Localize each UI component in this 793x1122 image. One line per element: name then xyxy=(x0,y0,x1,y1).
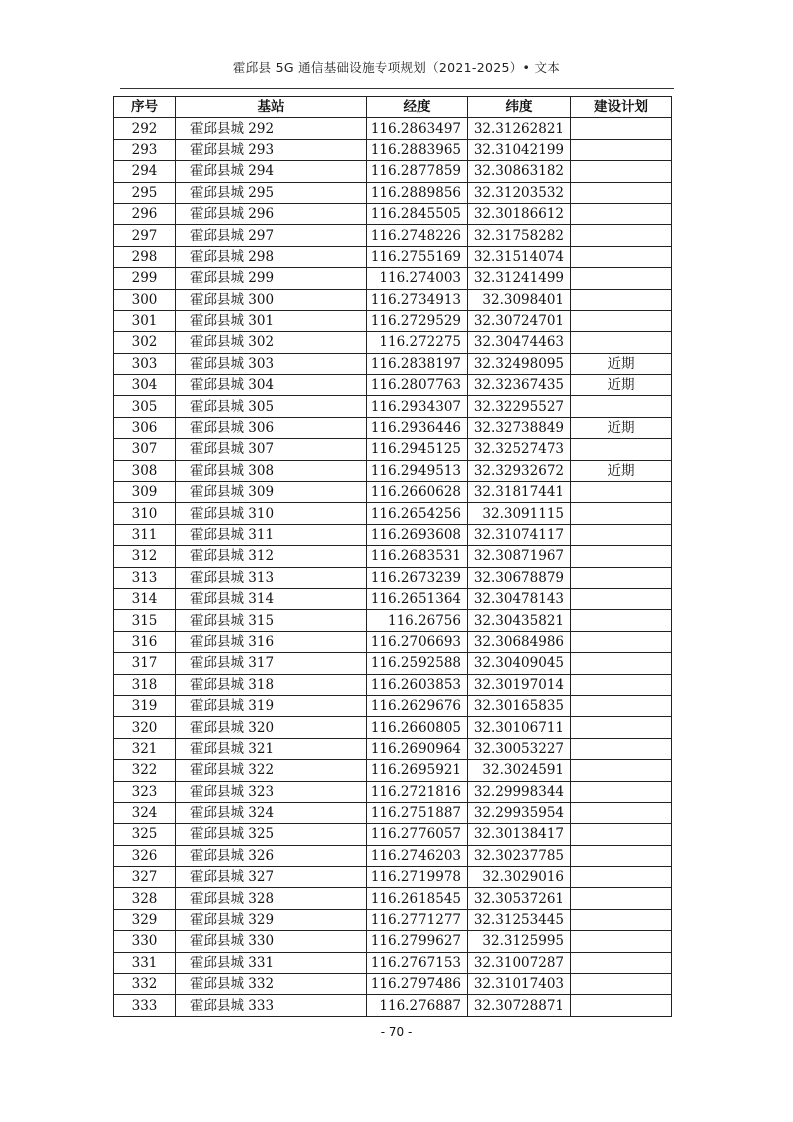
cell-latitude: 32.31042199 xyxy=(468,139,571,160)
cell-latitude: 32.30537261 xyxy=(468,888,571,909)
cell-seq: 312 xyxy=(114,546,176,567)
cell-plan xyxy=(571,588,672,609)
cell-seq: 327 xyxy=(114,867,176,888)
cell-longitude: 116.2693608 xyxy=(367,524,468,545)
cell-seq: 333 xyxy=(114,995,176,1016)
cell-seq: 293 xyxy=(114,139,176,160)
cell-longitude: 116.2660628 xyxy=(367,482,468,503)
table-row xyxy=(114,289,672,310)
page-header-title: 霍邱县 5G 通信基础设施专项规划（2021-2025）• 文本 xyxy=(232,60,561,75)
cell-seq: 309 xyxy=(114,482,176,503)
cell-plan xyxy=(571,674,672,695)
cell-plan xyxy=(571,909,672,930)
cell-latitude: 32.32295527 xyxy=(468,396,571,417)
cell-station: 霍邱县城 293 xyxy=(176,139,367,160)
cell-seq: 320 xyxy=(114,717,176,738)
cell-station: 霍邱县城 313 xyxy=(176,567,367,588)
cell-longitude: 116.2945125 xyxy=(367,439,468,460)
cell-plan xyxy=(571,781,672,802)
cell-latitude: 32.31253445 xyxy=(468,909,571,930)
cell-latitude: 32.30186612 xyxy=(468,203,571,224)
cell-seq: 326 xyxy=(114,845,176,866)
cell-longitude: 116.2934307 xyxy=(367,396,468,417)
cell-plan xyxy=(571,268,672,289)
cell-plan xyxy=(571,888,672,909)
cell-plan xyxy=(571,246,672,267)
cell-plan: 近期 xyxy=(571,417,672,438)
cell-longitude: 116.2776057 xyxy=(367,824,468,845)
cell-plan xyxy=(571,760,672,781)
cell-latitude: 32.30871967 xyxy=(468,546,571,567)
cell-station: 霍邱县城 295 xyxy=(176,182,367,203)
table-row xyxy=(114,738,672,759)
cell-station: 霍邱县城 297 xyxy=(176,225,367,246)
cell-latitude: 32.30197014 xyxy=(468,674,571,695)
cell-seq: 329 xyxy=(114,909,176,930)
cell-latitude: 32.31203532 xyxy=(468,182,571,203)
cell-plan xyxy=(571,225,672,246)
table-body xyxy=(114,118,672,1016)
cell-latitude: 32.30474463 xyxy=(468,332,571,353)
cell-latitude: 32.30728871 xyxy=(468,995,571,1016)
cell-plan xyxy=(571,695,672,716)
cell-longitude: 116.2807763 xyxy=(367,375,468,396)
cell-seq: 306 xyxy=(114,417,176,438)
cell-latitude: 32.31758282 xyxy=(468,225,571,246)
cell-latitude: 32.29998344 xyxy=(468,781,571,802)
cell-plan xyxy=(571,503,672,524)
table-row xyxy=(114,567,672,588)
table-row xyxy=(114,225,672,246)
table-row xyxy=(114,268,672,289)
table-row xyxy=(114,610,672,631)
cell-station: 霍邱县城 296 xyxy=(176,203,367,224)
cell-latitude: 32.31074117 xyxy=(468,524,571,545)
cell-longitude: 116.2883965 xyxy=(367,139,468,160)
cell-station: 霍邱县城 304 xyxy=(176,375,367,396)
cell-plan xyxy=(571,717,672,738)
cell-plan xyxy=(571,182,672,203)
cell-longitude: 116.272275 xyxy=(367,332,468,353)
cell-latitude: 32.32527473 xyxy=(468,439,571,460)
table-row xyxy=(114,182,672,203)
table-row xyxy=(114,867,672,888)
cell-latitude: 32.30165835 xyxy=(468,695,571,716)
cell-seq: 332 xyxy=(114,974,176,995)
cell-station: 霍邱县城 319 xyxy=(176,695,367,716)
cell-latitude: 32.3091115 xyxy=(468,503,571,524)
cell-latitude: 32.30138417 xyxy=(468,824,571,845)
cell-station: 霍邱县城 315 xyxy=(176,610,367,631)
cell-plan xyxy=(571,546,672,567)
cell-latitude: 32.30106711 xyxy=(468,717,571,738)
cell-longitude: 116.2683531 xyxy=(367,546,468,567)
cell-seq: 308 xyxy=(114,460,176,481)
table-row xyxy=(114,546,672,567)
cell-station: 霍邱县城 310 xyxy=(176,503,367,524)
cell-station: 霍邱县城 330 xyxy=(176,931,367,952)
cell-seq: 318 xyxy=(114,674,176,695)
base-station-table xyxy=(113,96,672,1017)
cell-station: 霍邱县城 317 xyxy=(176,653,367,674)
cell-seq: 304 xyxy=(114,375,176,396)
cell-longitude: 116.2797486 xyxy=(367,974,468,995)
table-row xyxy=(114,246,672,267)
cell-longitude: 116.2706693 xyxy=(367,631,468,652)
cell-longitude: 116.2592588 xyxy=(367,653,468,674)
cell-plan xyxy=(571,332,672,353)
cell-longitude: 116.2863497 xyxy=(367,118,468,139)
cell-longitude: 116.26756 xyxy=(367,610,468,631)
cell-longitude: 116.2719978 xyxy=(367,867,468,888)
cell-latitude: 32.31514074 xyxy=(468,246,571,267)
cell-seq: 292 xyxy=(114,118,176,139)
cell-seq: 316 xyxy=(114,631,176,652)
table-row xyxy=(114,310,672,331)
cell-plan xyxy=(571,439,672,460)
cell-seq: 307 xyxy=(114,439,176,460)
cell-plan xyxy=(571,567,672,588)
table-row xyxy=(114,824,672,845)
cell-station: 霍邱县城 306 xyxy=(176,417,367,438)
cell-longitude: 116.2660805 xyxy=(367,717,468,738)
cell-station: 霍邱县城 333 xyxy=(176,995,367,1016)
table-row xyxy=(114,460,672,481)
cell-plan xyxy=(571,631,672,652)
cell-seq: 301 xyxy=(114,310,176,331)
cell-plan xyxy=(571,867,672,888)
cell-longitude: 116.2755169 xyxy=(367,246,468,267)
cell-station: 霍邱县城 301 xyxy=(176,310,367,331)
cell-longitude: 116.276887 xyxy=(367,995,468,1016)
cell-longitude: 116.2838197 xyxy=(367,353,468,374)
cell-plan xyxy=(571,610,672,631)
cell-station: 霍邱县城 324 xyxy=(176,802,367,823)
cell-station: 霍邱县城 292 xyxy=(176,118,367,139)
cell-seq: 305 xyxy=(114,396,176,417)
table-row xyxy=(114,952,672,973)
cell-station: 霍邱县城 321 xyxy=(176,738,367,759)
cell-plan xyxy=(571,396,672,417)
table-row xyxy=(114,588,672,609)
cell-longitude: 116.2603853 xyxy=(367,674,468,695)
cell-station: 霍邱县城 320 xyxy=(176,717,367,738)
cell-seq: 319 xyxy=(114,695,176,716)
cell-longitude: 116.2751887 xyxy=(367,802,468,823)
cell-station: 霍邱县城 326 xyxy=(176,845,367,866)
cell-plan: 近期 xyxy=(571,460,672,481)
table-row xyxy=(114,353,672,374)
cell-seq: 328 xyxy=(114,888,176,909)
column-header-longitude: 经度 xyxy=(367,97,468,118)
cell-seq: 317 xyxy=(114,653,176,674)
table-row xyxy=(114,717,672,738)
cell-latitude: 32.3125995 xyxy=(468,931,571,952)
cell-plan xyxy=(571,310,672,331)
cell-plan xyxy=(571,653,672,674)
table-row xyxy=(114,760,672,781)
cell-longitude: 116.2877859 xyxy=(367,161,468,182)
cell-latitude: 32.30678879 xyxy=(468,567,571,588)
cell-seq: 299 xyxy=(114,268,176,289)
cell-latitude: 32.31262821 xyxy=(468,118,571,139)
page-number: - 70 - xyxy=(380,1025,413,1039)
cell-station: 霍邱县城 308 xyxy=(176,460,367,481)
cell-seq: 314 xyxy=(114,588,176,609)
cell-plan xyxy=(571,974,672,995)
cell-station: 霍邱县城 328 xyxy=(176,888,367,909)
cell-longitude: 116.274003 xyxy=(367,268,468,289)
cell-plan xyxy=(571,931,672,952)
cell-longitude: 116.2748226 xyxy=(367,225,468,246)
cell-latitude: 32.31241499 xyxy=(468,268,571,289)
header-divider xyxy=(120,88,674,89)
cell-longitude: 116.2936446 xyxy=(367,417,468,438)
cell-station: 霍邱县城 316 xyxy=(176,631,367,652)
cell-longitude: 116.2721816 xyxy=(367,781,468,802)
table-row xyxy=(114,332,672,353)
table-row xyxy=(114,653,672,674)
cell-latitude: 32.30684986 xyxy=(468,631,571,652)
cell-plan xyxy=(571,289,672,310)
cell-longitude: 116.2629676 xyxy=(367,695,468,716)
cell-latitude: 32.3098401 xyxy=(468,289,571,310)
cell-plan xyxy=(571,118,672,139)
cell-latitude: 32.29935954 xyxy=(468,802,571,823)
cell-latitude: 32.30863182 xyxy=(468,161,571,182)
cell-seq: 297 xyxy=(114,225,176,246)
cell-latitude: 32.3024591 xyxy=(468,760,571,781)
table-row xyxy=(114,161,672,182)
cell-plan xyxy=(571,995,672,1016)
column-header-latitude: 纬度 xyxy=(468,97,571,118)
cell-station: 霍邱县城 303 xyxy=(176,353,367,374)
table-row xyxy=(114,375,672,396)
cell-station: 霍邱县城 312 xyxy=(176,546,367,567)
table-row xyxy=(114,974,672,995)
table-row xyxy=(114,674,672,695)
table-row xyxy=(114,139,672,160)
cell-latitude: 32.32932672 xyxy=(468,460,571,481)
table-row xyxy=(114,931,672,952)
cell-seq: 303 xyxy=(114,353,176,374)
cell-longitude: 116.2845505 xyxy=(367,203,468,224)
cell-station: 霍邱县城 318 xyxy=(176,674,367,695)
cell-seq: 322 xyxy=(114,760,176,781)
cell-station: 霍邱县城 322 xyxy=(176,760,367,781)
cell-seq: 325 xyxy=(114,824,176,845)
cell-plan xyxy=(571,824,672,845)
cell-plan xyxy=(571,161,672,182)
column-header-station: 基站 xyxy=(176,97,367,118)
cell-station: 霍邱县城 311 xyxy=(176,524,367,545)
cell-seq: 321 xyxy=(114,738,176,759)
table-row xyxy=(114,482,672,503)
table-row xyxy=(114,524,672,545)
table-row xyxy=(114,802,672,823)
cell-plan xyxy=(571,139,672,160)
table-row xyxy=(114,995,672,1016)
cell-plan xyxy=(571,845,672,866)
table-row xyxy=(114,118,672,139)
cell-seq: 302 xyxy=(114,332,176,353)
cell-station: 霍邱县城 294 xyxy=(176,161,367,182)
cell-latitude: 32.32738849 xyxy=(468,417,571,438)
cell-longitude: 116.2690964 xyxy=(367,738,468,759)
cell-latitude: 32.30237785 xyxy=(468,845,571,866)
cell-station: 霍邱县城 309 xyxy=(176,482,367,503)
cell-longitude: 116.2734913 xyxy=(367,289,468,310)
cell-plan: 近期 xyxy=(571,375,672,396)
table-row xyxy=(114,439,672,460)
cell-longitude: 116.2651364 xyxy=(367,588,468,609)
cell-latitude: 32.31817441 xyxy=(468,482,571,503)
cell-seq: 313 xyxy=(114,567,176,588)
cell-latitude: 32.30724701 xyxy=(468,310,571,331)
cell-latitude: 32.30053227 xyxy=(468,738,571,759)
cell-longitude: 116.2746203 xyxy=(367,845,468,866)
cell-latitude: 32.32498095 xyxy=(468,353,571,374)
table-row xyxy=(114,695,672,716)
table-row xyxy=(114,503,672,524)
cell-seq: 324 xyxy=(114,802,176,823)
cell-seq: 315 xyxy=(114,610,176,631)
cell-seq: 323 xyxy=(114,781,176,802)
cell-latitude: 32.30478143 xyxy=(468,588,571,609)
table-row xyxy=(114,781,672,802)
cell-longitude: 116.2771277 xyxy=(367,909,468,930)
cell-station: 霍邱县城 298 xyxy=(176,246,367,267)
cell-latitude: 32.30409045 xyxy=(468,653,571,674)
table-row xyxy=(114,888,672,909)
cell-longitude: 116.2673239 xyxy=(367,567,468,588)
cell-seq: 310 xyxy=(114,503,176,524)
cell-station: 霍邱县城 329 xyxy=(176,909,367,930)
table-row xyxy=(114,417,672,438)
cell-station: 霍邱县城 323 xyxy=(176,781,367,802)
table-row xyxy=(114,845,672,866)
cell-latitude: 32.30435821 xyxy=(468,610,571,631)
cell-longitude: 116.2949513 xyxy=(367,460,468,481)
cell-plan xyxy=(571,802,672,823)
cell-plan xyxy=(571,524,672,545)
table-row xyxy=(114,396,672,417)
cell-seq: 296 xyxy=(114,203,176,224)
cell-seq: 330 xyxy=(114,931,176,952)
cell-latitude: 32.31007287 xyxy=(468,952,571,973)
cell-seq: 300 xyxy=(114,289,176,310)
cell-longitude: 116.2767153 xyxy=(367,952,468,973)
cell-station: 霍邱县城 314 xyxy=(176,588,367,609)
cell-longitude: 116.2729529 xyxy=(367,310,468,331)
cell-plan: 近期 xyxy=(571,353,672,374)
cell-station: 霍邱县城 299 xyxy=(176,268,367,289)
table-row xyxy=(114,203,672,224)
cell-longitude: 116.2618545 xyxy=(367,888,468,909)
table-row xyxy=(114,631,672,652)
cell-plan xyxy=(571,738,672,759)
column-header-seq: 序号 xyxy=(114,97,176,118)
cell-seq: 294 xyxy=(114,161,176,182)
cell-latitude: 32.31017403 xyxy=(468,974,571,995)
cell-plan xyxy=(571,952,672,973)
cell-station: 霍邱县城 327 xyxy=(176,867,367,888)
cell-longitude: 116.2889856 xyxy=(367,182,468,203)
cell-seq: 331 xyxy=(114,952,176,973)
cell-longitude: 116.2654256 xyxy=(367,503,468,524)
cell-station: 霍邱县城 332 xyxy=(176,974,367,995)
cell-longitude: 116.2695921 xyxy=(367,760,468,781)
table-header-row xyxy=(114,97,672,118)
cell-seq: 295 xyxy=(114,182,176,203)
cell-station: 霍邱县城 331 xyxy=(176,952,367,973)
cell-latitude: 32.3029016 xyxy=(468,867,571,888)
column-header-plan: 建设计划 xyxy=(571,97,672,118)
cell-station: 霍邱县城 302 xyxy=(176,332,367,353)
cell-station: 霍邱县城 300 xyxy=(176,289,367,310)
cell-seq: 311 xyxy=(114,524,176,545)
cell-plan xyxy=(571,482,672,503)
cell-seq: 298 xyxy=(114,246,176,267)
cell-latitude: 32.32367435 xyxy=(468,375,571,396)
table-row xyxy=(114,909,672,930)
cell-longitude: 116.2799627 xyxy=(367,931,468,952)
cell-station: 霍邱县城 307 xyxy=(176,439,367,460)
cell-plan xyxy=(571,203,672,224)
cell-station: 霍邱县城 305 xyxy=(176,396,367,417)
cell-station: 霍邱县城 325 xyxy=(176,824,367,845)
